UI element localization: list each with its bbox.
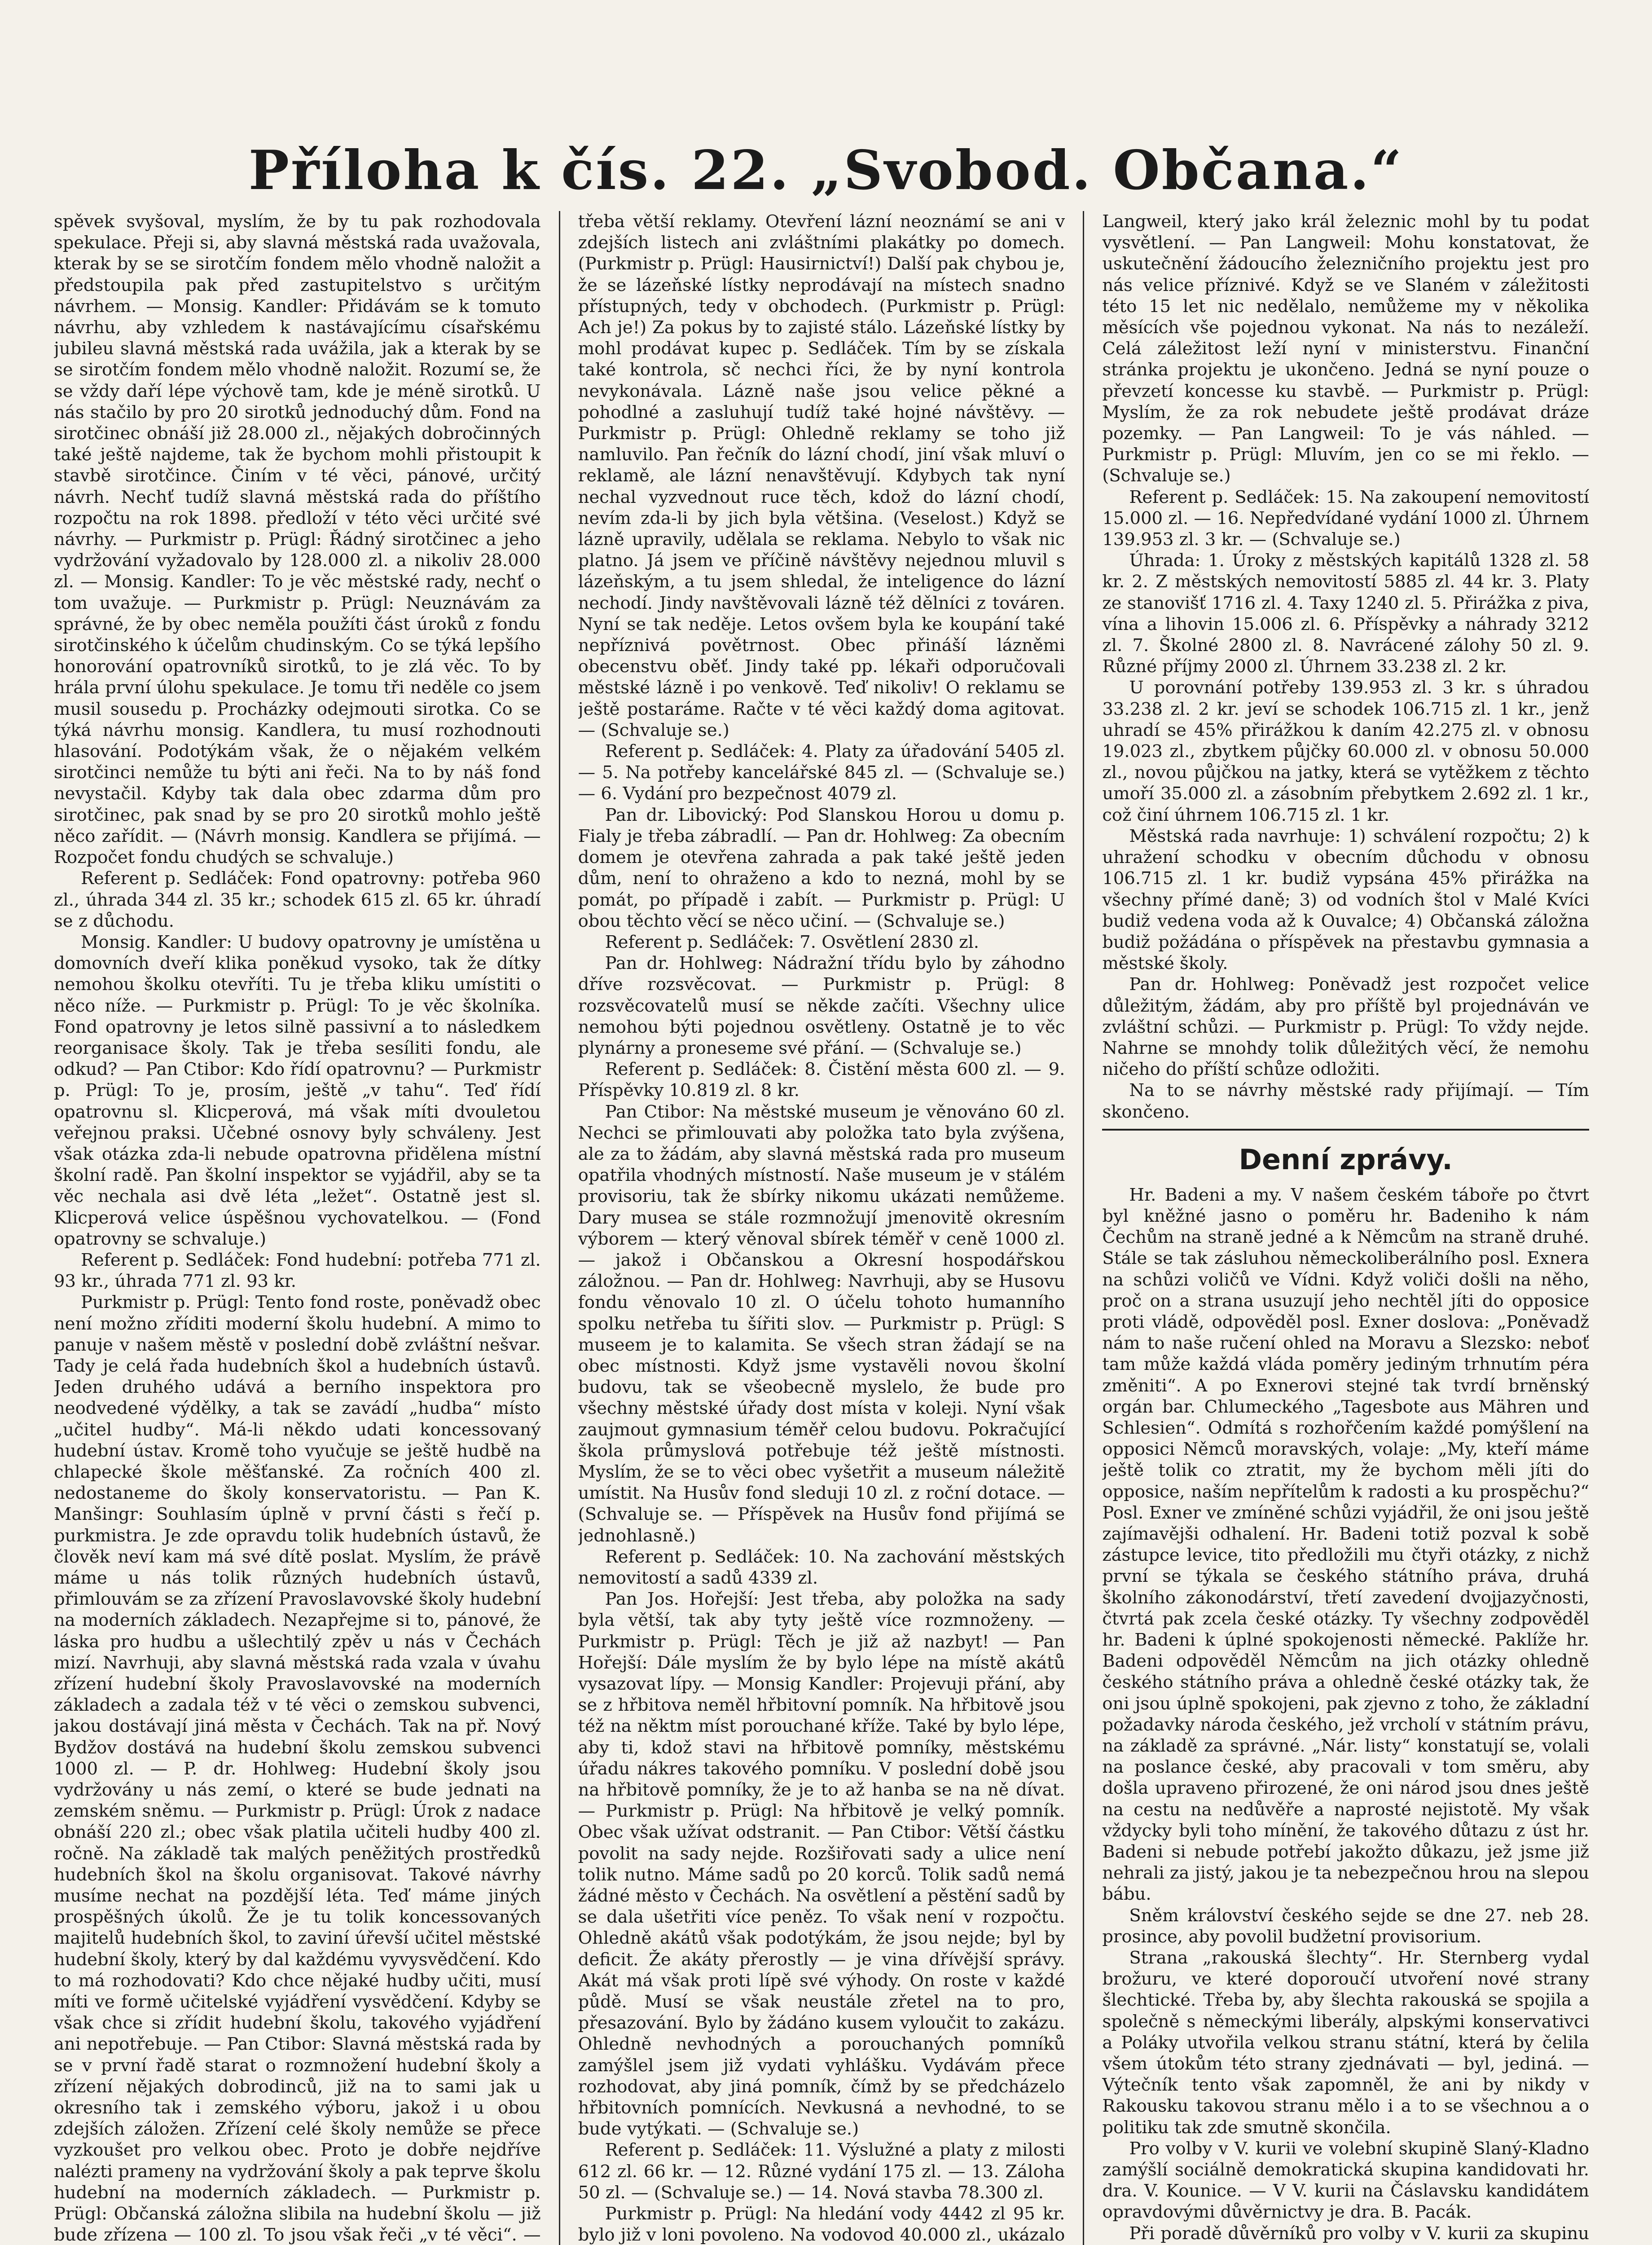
column-2: [578, 211, 1065, 2245]
masthead: [0, 126, 1652, 216]
paragraph: Pro volby v V. kurii ve volební skupině Slaný-Kladno zamýšlí sociálně demokratická skupina kandidovati hr. dra. V. Kounice. — V V. kurii na Čáslavsku kandidátem opravdovými důvěrnictvy je dra. B. Pacák.: [1102, 2138, 1590, 2223]
paragraph: Referent p. Sedláček: 8. Čistění města 600 zl. — 9. Příspěvky 10.819 zl. 8 kr.: [578, 1059, 1065, 1101]
paragraph: Purkmistr p. Prügl: Tento fond roste, poněvadž obec není možno zříditi moderní školu hudební. A mimo to panuje v našem městě v poslední době zvláštní nešvar. Tady je celá řada hudebních škol a hudebních ústavů. Jeden druhého udává a berního inspektora pro neodvedené výdělky, a tak se zavádí „hudba“ místo „učitel hudby“. Má-li někdo udati koncessovaný hudební ústav. Kromě toho vyučuje se ještě hudbě na chlapecké škole měšťanské. Za ročních 400 zl. nedostaneme do školy konservatoristu. — Pan K. Manšingr: Souhlasím úplně v první části s řečí p. purkmistra. Je zde opravdu tolik hudebních ústavů, že člověk neví kam má své dítě poslat. Myslím, že právě máme u nás tolik různých hudebních ústavů, přimlouvám se za zřízení Pravoslavovské školy hudební na moderních základech. Nezapřejme si to, pánové, že láska pro hudbu a ušlechtilý zpěv u nás v Čechách mizí. Navrhuji, aby slavná městská rada vzala v úvahu zřízení hudební školy Pravoslavovské na moderních základech a zadala též v té věci o zemskou subvenci, jakou dostávají jiná města v Čechách. Tak na př. Nový Bydžov dostává na hudební školu zemskou subvenci 1000 zl. — P. dr. Hohlweg: Hudební školy jsou vydržovány u nás zemí, o které se bude jednati na zemském sněmu. — Purkmistr p. Prügl: Úrok z nadace obnáší 220 zl.; obec však platila učiteli hudby 400 zl. ročně. Na základě tak malých peněžitých prostředků hudebních škol na školu organisovat. Takové návrhy musíme nechat na pozdější léta. Teď máme jiných prospěšných úkolů. Že je tu tolik koncessovaných majitelů hudebních škol, to zaviní úřevší učitel městské hudební školy, který by dal každému vyvysvědčení. Kdo to má rozhodovati? Kdo chce nějaké hudby učiti, musí míti ve formě učitelské vyjádření vysvědčení. Kdyby se však chce si zřídit hudební školu, takového vyjádření ani nepotřebuje. — Pan Ctibor: Slavná městská rada by se v první řadě starat o rozmnožení hudební školy a zřízení nějakých dobrodinců, již na to sami jak u okresního tak i zemského výboru, jakož i u obou zdejších záložen. Zřízení celé školy nemůže se přece vyzkoušet pro velkou obec. Proto je dobře nejdříve nalézti prameny na vydržování školy a pak teprve školu hudební na moderních základech. — Purkmistr p. Prügl: Občanská záložna slibila na hudební školu — již bude zřízena — 100 zl. To jsou však řeči „v té věci“. —: [54, 1292, 541, 2245]
paragraph: Strana „rakouská šlechty“. Hr. Sternberg vydal brožuru, ve které doporoučí utvoření nové strany šlechtické. Třeba by, aby šlechta rakouská se spojila a společně s německými liberály, alpskými konservativci a Poláky utvořila velkou stranu státní, která by čelila všem útokům této strany zjednávati — byl, jediná. — Výtečník tento však zapomněl, že ani by nikdy v Rakousku takovou stranu mělo i a to se všechnou a o politiku tak zde smutně skončila.: [1102, 1948, 1590, 2138]
paragraph: Městská rada navrhuje: 1) schválení rozpočtu; 2) k uhražení schodku v obecním důchodu v obnosu 106.715 zl. 1 kr. budiž vypsána 45% přirážka na všechny přímé daně; 3) od vodních štol v Malé Kvíci budiž vedena voda až k Ouvalce; 4) Občanská záložna budiž požádána o příspěvek na přestavbu gymnasia a městské školy.: [1102, 826, 1590, 974]
paragraph: Referent p. Sedláček: 7. Osvětlení 2830 zl.: [605, 932, 980, 952]
paragraph: Pan Ctibor: Na městské museum je věnováno 60 zl. Nechci se přimlouvati aby položka tato byla zvýšena, ale za to žádám, aby slavná městská rada pro museum opatřila vhodných místností. Naše museum je v stálém provisoriu, tak že sbírky nikomu ukázati nemůžeme. Dary musea se stále rozmnožují jmenovitě okresním výborem — který věnoval sbírek téměř v ceně 1000 zl. — jakož i Občanskou a Okresní hospodářskou záložnou. — Pan dr. Hohlweg: Navrhuji, aby se Husovu fondu věnovalo 10 zl. O účelu tohoto humanního spolku netřeba tu šířiti slov. — Purkmistr p. Prügl: S museem je to kalamita. Se všech stran žádají se na obec místnosti. Když jsme vystavěli novou školní budovu, tak se všeobecně myslelo, že bude pro všechny městské úřady dost místa v koleji. Nyní však zaujmout gymnasium téměř celou budovu. Pokračující škola průmyslová potřebuje též ještě místnosti. Myslím, že se to věci obec vyšetřit a museum náležitě umístit. Na Husův fond sleduji 10 zl. z roční dotace. — (Schvaluje se. — Příspěvek na Husův fond přijímá se jednohlasně.): [578, 1101, 1065, 1546]
column-1: [54, 211, 541, 2245]
section-rule: [1102, 1129, 1589, 1131]
paragraph: Langweil, který jako král železnic mohl by tu podat vysvětlení. — Pan Langweil: Mohu konstatovat, že uskutečnění žádoucího železničního projektu jest pro nás velice příznivé. Když se ve Slaném v záležitosti této 15 let nic nedělalo, nemůžeme my v několika měsících vše pojednou vykonat. Na nás to nezáleží. Celá záležitost leží nyní v ministerstvu. Finanční stránka projektu je ukončeno. Jedná se nyní pouze o převzetí koncesse ku stavbě. — Purkmistr p. Prügl: Myslím, že za rok nebudete ještě prodávat dráze pozemky. — Pan Langweil: To je vás náhled. — Purkmistr p. Prügl: Mluvím, jen co se mi řeklo. — (Schvaluje se.): [1102, 211, 1590, 486]
columns: [54, 211, 1589, 2245]
paragraph: U porovnání potřeby 139.953 zl. 3 kr. s úhradou 33.238 zl. 2 kr. jeví se schodek 106.715 zl. 1 kr., jenž uhradí se 45% přirážkou k daním 42.275 zl. v obnosu 19.023 zl., zbytkem půjčky 60.000 zl. v obnosu 50.000 zl., novou půjčkou na jatky, která se vytěžkem z těchto umoří 35.000 zl. a zásobním přebytkem 2.692 zl. 1 kr., což činí úhrnem 106.715 zl. 1 kr.: [1102, 678, 1590, 825]
paragraph: Pan Jos. Hořejší: Jest třeba, aby položka na sady byla větší, tak aby tyty ještě více rozmnoženy. — Purkmistr p. Prügl: Těch je již až nazbyt! — Pan Hořejší: Dále myslím že by bylo lépe na místě akátů vysazovat lípy. — Monsig Kandler: Projevuji přání, aby se z hřbitova neměl hřbitovní pomník. Na hřbitově jsou též na něktm míst porouchané kříže. Také by bylo lépe, aby ti, kdož stavi na hřbitově pomníky, městskému úřadu nákres takového pomníku. V poslední době jsou na hřbitově pomníky, že je to až hanba se na ně dívat. — Purkmistr p. Prügl: Na hřbitově je velký pomník. Obec však užívat odstranit. — Pan Ctibor: Větší částku povolit na sady nejde. Rozšiřovati sady a ulice není tolik nutno. Máme sadů po 20 korců. Tolik sadů nemá žádné město v Čechách. Na osvětlení a pěstění sadů by se dala ušetřiti více peněz. To však není v rozpočtu. Ohledně akátů však podotýkám, že jsou nejde; byl by deficit. Že akáty přerostly — je vina dřívější správy. Akát má však proti lípě své výhody. On roste v každé půdě. Musí se však neustále zřetel na to pro, přesazování. Bylo by žádáno kusem vyloučit to zakázu. Ohledně nevhodných a porouchaných pomníků zamýšlel jsem již vydati vyhlášku. Vydávám přece rozhodovat, aby jiná pomník, čímž by se předcházelo hřbitovních pomnících. Nevkusná a nevhodné, to se bude vytýkati. — (Schvaluje se.): [578, 1589, 1065, 2139]
section-title: Denní zprávy.: [1239, 1143, 1453, 1176]
paragraph: Na to se návrhy městské rady přijímají. — Tím skončeno.: [1102, 1080, 1590, 1122]
paragraph: Referent p. Sedláček: Fond opatrovny: potřeba 960 zl., úhrada 344 zl. 35 kr.; schodek 615 zl. 65 kr. úhradí se z důchodu.: [54, 868, 541, 931]
paragraph: Při poradě důvěrníků pro volby v V. kurii za skupinu: [1129, 2223, 1590, 2244]
column-3: [1102, 211, 1589, 2245]
paragraph: spěvek svyšoval, myslím, že by tu pak rozhodovala spekulace. Přeji si, aby slavná městská rada uvažovala, kterak by se se sirotčím fondem mělo vhodně naložit a předstoupila pak před zastupitelstvo s určitým návrhem. — Monsig. Kandler: Přidávám se k tomuto návrhu, aby vzhledem k nastávajícímu císařskému jubileu slavná městská rada uvážila, jak a kterak by se se sirotčím fondem mělo vhodně naložit. Rozumí se, že se vždy daří lépe výchově tam, kde je méně sirotků. U nás stačilo by pro 20 sirotků jednoduchý dům. Fond na sirotčinec obnáší již 28.000 zl., nějakých dobročinných také ještě najdeme, tak že bychom mohli přistoupit k stavbě sirotčince. Činím v té věci, pánové, určitý návrh. Nechť tudíž slavná městská rada do příštího rozpočtu na rok 1898. předloží v této věci určité své návrhy. — Purkmistr p. Prügl: Řádný sirotčinec a jeho vydržování vyžadovalo by 128.000 zl. a nikoliv 28.000 zl. — Monsig. Kandler: To je věc městské rady, nechť o tom uvažuje. — Purkmistr p. Prügl: Neuznávám za správné, že by obec neměla použíti část úroků z fondu sirotčinského k účelům chudinským. Co se týká lepšího honorování opatrovníků sirotků, to je zlá věc. To by hrála první úlohu spekulace. Je tomu tři neděle co jsem musil sousedu p. Procházky odejmouti sirotka. Co se týká návrhu monsig. Kandlera, tu musí rozhodnouti hlasování. Podotýkám však, že o nějakém velkém sirotčinci nemůže tu býti ani řeči. Na to by náš fond nevystačil. Kdyby tak dala obec zdarma dům pro sirotčinec, pak snad by se pro 20 sirotků mohlo ještě něco zařídit. — (Návrh monsig. Kandlera se přijímá. — Rozpočet fondu chudých se schvaluje.): [54, 211, 541, 868]
paragraph: třeba větší reklamy. Otevření lázní neoznámí se ani v zdejších listech ani zvláštními plakátky po domech. (Purkmistr p. Prügl: Hausirnictví!) Další pak chybou je, že se lázeňské lístky neprodávají na místech snadno přístupných, tedy v obchodech. (Purkmistr p. Prügl: Ach je!) Za pokus by to zajisté stálo. Lázeňské lístky by mohl prodávat kupec p. Sedláček. Tím by se získala také kontrola, sč nechci říci, že by nyní kontrola nevykonávala. Lázně naše jsou velice pěkné a pohodlné a zasluhují tudíž také hojné návštěvy. — Purkmistr p. Prügl: Ohledně reklamy se toho již namluvilo. Pan řečník do lázní chodí, jiní však mluví o reklamě, ale lázní nenavštěvují. Kdybych tak nyní nechal vyzvednout ruce těch, kdož do lázní chodí, nevím zda-li by jich byla většina. (Veselost.) Když se lázně upravily, udělala se reklama. Nebylo to však nic platno. Já jsem ve příčině návštěvy nejednou mluvil s lázeňským, a tu jsem shledal, že inteligence do lázní nechodí. Jindy navštěvovali lázně též dělníci z továren. Nyní se tak neděje. Letos ovšem byla ke koupání také nepříznivá povětrnost. Obec přináší lázněmi obecenstvu oběť. Jindy také pp. lékaři odporučovali městské lázně i po venkově. Teď nikoliv! O reklamu se ještě postaráme. Račte v té věci každý doma agitovat. — (Schvaluje se.): [578, 211, 1065, 740]
paragraph: Referent p. Sedláček: 15. Na zakoupení nemovitostí 15.000 zl. — 16. Nepředvídané vydání 1000 zl. Úhrnem 139.953 zl. 3 kr. — (Schvaluje se.): [1102, 487, 1590, 550]
paragraph: Referent p. Sedláček: 11. Výslužné a platy z milosti 612 zl. 66 kr. — 12. Různé vydání 175 zl. — 13. Záloha 50 zl. — (Schvaluje se.) — 14. Nová stavba 78.300 zl.: [578, 2140, 1065, 2203]
paragraph: Pan dr. Hohlweg: Poněvadž jest rozpočet velice důležitým, žádám, aby pro příště byl projednáván ve zvláštní schůzi. — Purkmistr p. Prügl: To vždy nejde. Nahrne se mnohdy tolik důležitých věcí, že nemohu ničeho do příští schůze odložiti.: [1102, 974, 1590, 1080]
paragraph: Pan dr. Hohlweg: Nádražní třídu bylo by záhodno dříve rozsvěcovat. — Purkmistr p. Prügl: 8 rozsvěcovatelů musí se někde začíti. Všechny ulice nemohou býti pojednou osvětleny. Ostatně je to věc plynárny a proneseme své přání. — (Schvaluje se.): [578, 953, 1065, 1058]
paragraph: Referent p. Sedláček: 10. Na zachování městských nemovitostí a sadů 4339 zl.: [578, 1546, 1065, 1588]
paragraph: Monsig. Kandler: U budovy opatrovny je umístěna u domovních dveří klika poněkud vysoko, tak že dítky nemohou školku otevříti. Tu je třeba kliku umístiti o něco níže. — Purkmistr p. Prügl: To je věc školníka. Fond opatrovny je letos silně passivní a to následkem reorganisace školy. Tak je třeba sesíliti fondu, ale odkud? — Pan Ctibor: Kdo řídí opatrovnu? — Purkmistr p. Prügl: To je, prosím, ještě „v tahu“. Teď řídí opatrovnu sl. Klicperová, má však míti dvouletou veřejnou praksi. Učebné osnovy byly schváleny. Jest však otázka zda-li nebude opatrovna přidělena místní školní radě. Pan školní inspektor se vyjádřil, aby se ta věc nechala asi dvě léta „ležet“. Ostatně jest sl. Klicperová velice úspěšnou vychovatelkou. — (Fond opatrovny se schvaluje.): [54, 932, 541, 1249]
paragraph: Referent p. Sedláček: 4. Platy za úřadování 5405 zl. — 5. Na potřeby kancelářské 845 zl. — (Schvaluje se.) — 6. Vydání pro bezpečnost 4079 zl.: [578, 741, 1065, 804]
paragraph: Pan dr. Libovický: Pod Slanskou Horou u domu p. Fialy je třeba zábradlí. — Pan dr. Hohlweg: Za obecním domem je otevřena zahrada a pak také ještě jeden dům, není to ohraženo a kdo to nezná, mohl by se pomát, po případě i zabít. — Purkmistr p. Prügl: U obou těchto věcí se něco učiní. — (Schvaluje se.): [578, 805, 1065, 931]
paragraph: Sněm království českého sejde se dne 27. neb 28. prosince, aby povolil budžetní provisorium.: [1102, 1905, 1590, 1947]
column-divider: [559, 211, 560, 2245]
paragraph: Referent p. Sedláček: Fond hudební: potřeba 771 zl. 93 kr., úhrada 771 zl. 93 kr.: [54, 1250, 541, 1292]
column-divider: [1083, 211, 1084, 2245]
paragraph: Hr. Badeni a my. V našem českém táboře po čtvrt byl kněžné jasno o poměru hr. Badeniho k nám Čechům na straně jedné a k Němcům na straně druhé. Stále se tak zásluhou německoliberálního posl. Exnera na schůzi voličů ve Vídni. Když voliči došli na něho, proč on a strana usuzují jeho nechtěl jíti do opposice proti vládě, odpověděl posl. Exner doslova: „Poněvadž nám to naše ručení ohled na Moravu a Slezsko: neboť tam může každá vláda poměry jediným trhnutím péra změniti“. A po Exnerovi stejné tak tvrdí brněnský orgán bar. Chlumeckého „Tagesbote aus Mähren und Schlesien“. Odmítá s rozhořčením každé pomýšlení na opposici Němců moravských, volaje: „My, kteří máme ještě tolik co ztratit, my že bychom měli jíti do opposice, naším nepřítelům k radosti a ku prospěchu?“ Posl. Exner ve zmíněné schůzi vyjádřil, že oni jsou ještě zajímavějši odhalení. Hr. Badeni totiž pozval k sobě zástupce levice, tito předložili mu čtyři otázky, z nichž první se týkala se českého státního práva, druhá školního zákonodárství, třetí zavedení dvojjazyčnosti, čtvrtá pak zcela české otázky. Ty všechny zodpověděl hr. Badeni k úplné spokojenosti německé. Paklíže hr. Badeni odpověděl Němcům na jich otázky ohledně českého státního práva a ohledně české otázky tak, že oni jsou úplně spokojeni, pak zjevno z toho, že základní požadavky národa českého, jež vrcholí v státním právu, na základě za správné. „Nár. listy“ konstatují se, volali na poslance české, aby pracovali v tom směru, aby došla upraveno přirozené, že oni národ jsou dnes ještě na cestu na nedůvěře a naprosté nejistotě. My však vždycky byli toho mínění, že takového důtazu z úst hr. Badeni si nebude potřebí jakožto důkazu, jež jsme již nehrali za jistý, jakou je ta nebezpečnou hrou na slepou bábu.: [1102, 1184, 1590, 1905]
paragraph: Úhrada: 1. Úroky z městských kapitálů 1328 zl. 58 kr. 2. Z městských nemovitostí 5885 zl. 44 kr. 3. Platy ze stanovišť 1716 zl. 4. Taxy 1240 zl. 5. Přirážka z piva, vína a lihovin 15.006 zl. 6. Příspěvky a náhrady 3212 zl. 7. Školné 2800 zl. 8. Navrácené zálohy 50 zl. 9. Různé příjmy 2000 zl. Úhrnem 33.238 zl. 2 kr.: [1102, 550, 1590, 677]
paragraph: Purkmistr p. Prügl: Na hledání vody 4442 zl 95 kr. bylo již v loni povoleno. Na vodovod 40.000 zl., ukázalo: [578, 2204, 1065, 2245]
page-title: Příloha k čís. 22. „Svobod. Občana.“: [248, 139, 1404, 202]
